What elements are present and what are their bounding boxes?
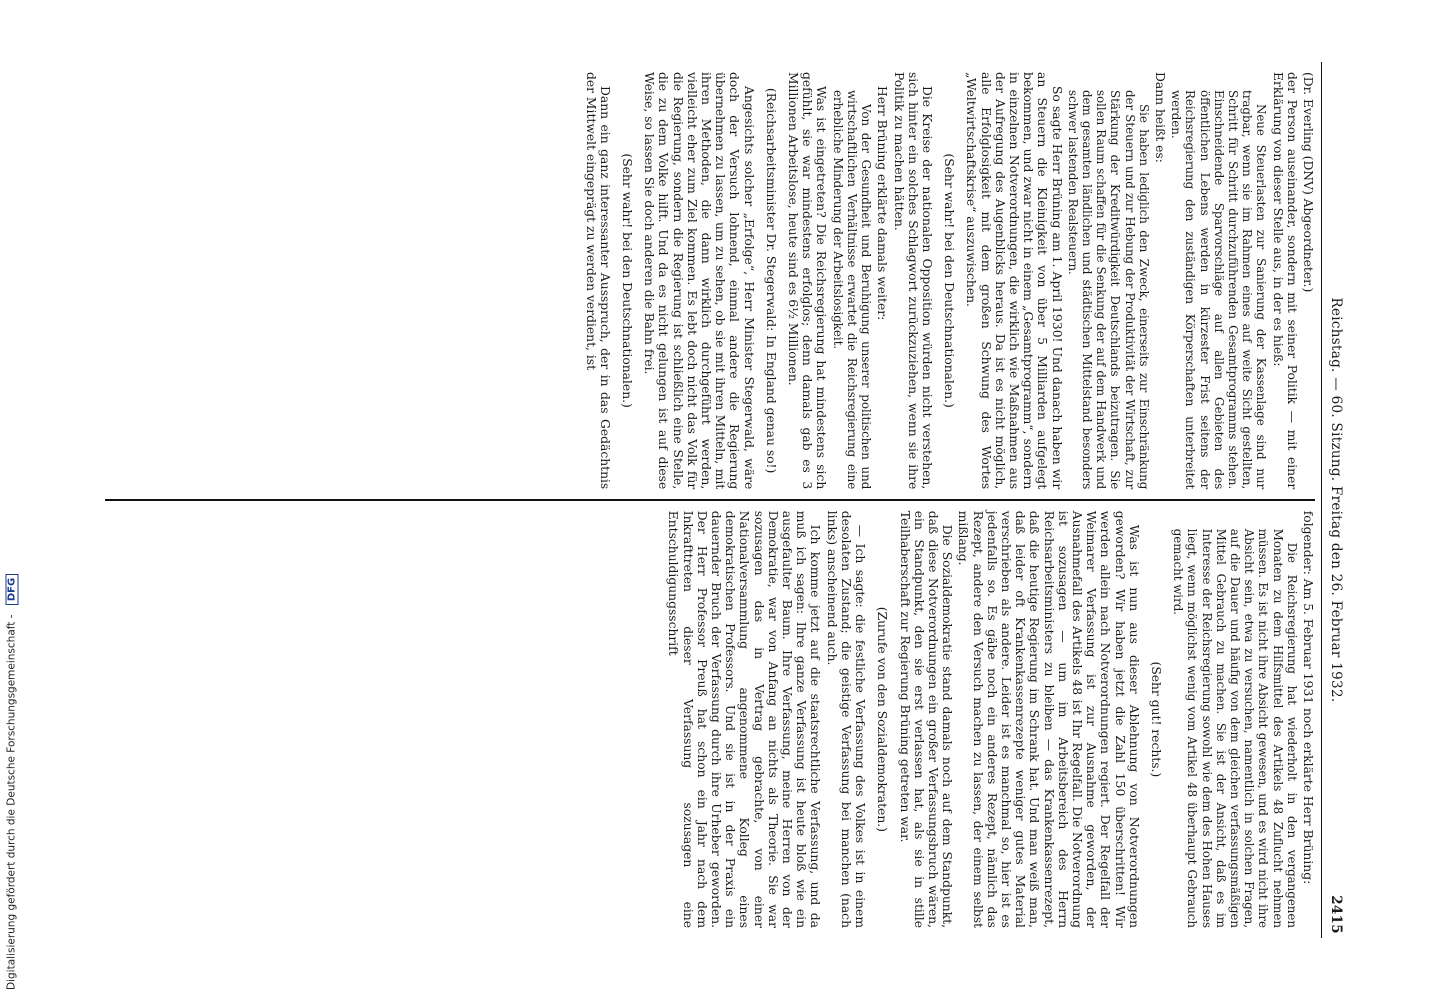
quotation: Sie haben lediglich den Zweck, einerseits zur Einschränkung der Steuern und zur Hebung der Produktivität der Wirtschaft, zur Stärkung der Kreditwürdigkeit Deutschlands beizutragen. Sie sollen Raum schaffen für die Senkung der auf dem Handwerk und dem gesamten ländlichen und städtischen Mittelstand besonders schwer lastenden Realsteuern. <box>1065 90 1151 490</box>
left-column <box>105 62 1315 499</box>
paragraph: der Person auseinander, sondern mit seiner Politik — mit einer Erklärung von dieser Stelle aus, in der es hieß: <box>1270 72 1299 490</box>
paragraph: Angesichts solcher „Erfolge“, Herr Minister Stegerwald, wäre doch der Versuch lohnend, einmal andere die Regierung übernehmen zu lassen, um zu sehen, ob sie mit ihren Mitteln, mit ihren Methoden, die dann wirklich durchgeführt werden, vielleicht eher zum Ziel kommen. Es lebt doch nicht das Volk für die Regierung, sondern die Regierung ist schließlich eine Stelle, die zu dem Volke hilft. Und da es nicht gelungen ist auf diese Weise, so lassen Sie doch anderen die Bahn frei. <box>642 72 756 490</box>
paragraph: Die Kreise der nationalen Opposition würden nicht verstehen, sich hinter ein solches Schlagwort zurückzuziehen, wenn sie ihre Politik zu machen hätten. <box>891 72 934 490</box>
page-header <box>1321 62 1346 938</box>
digitization-credit <box>0 0 24 1000</box>
page-header-title: Reichstag. — 60. Sitzung. Freitag den 26. Februar 1932. <box>1328 297 1344 703</box>
paragraph: Dann heißt es: <box>1152 72 1167 163</box>
paragraph: Ich komme jetzt auf die staatsrechtliche Verfassung, und da muß ich sagen: Ihre ganze Verfassung ist heute bloß wie ein ausgefaulter Baum. Ihre Verfassung, meine Herren von der Demokratie, war von Anfang an nichts als Theorie. Sie war sozusagen das in Vertrag gebrachte, von einer Nationalversammlung angenommene Kolleg eines demokratischen Professors. Und sie ist in der Praxis ein dauernder Bruch der Verfassung durch ihre Urheber geworden. Der Herr Professor Preuß hat schon ein Jahr nach dem Inkrafttreten dieser Verfassung sozusagen eine Entschuldigungsschrift <box>666 510 823 928</box>
paragraph: — Ich sagte: die festliche Verfassung des Volkes ist in einem desolaten Zustand; die geistige Verfassung bei manchen (nach links) anscheinend auch. <box>824 510 868 928</box>
interjection: (Zurufe von den Sozialdemokraten.) <box>875 606 890 832</box>
scanned-page-wrapper <box>100 62 1350 938</box>
quotation: Neue Steuerlasten zur Sanierung der Kassenlage sind nur tragbar, wenn sie im Rahmen eines auf weite Sicht gestellten, Schritt für Schritt durchzuführenden Gesamtprogramms stehen. Einschneidende Sparvorschläge auf allen Gebieten des öffentlichen Lebens werden in kürzester Frist seitens der Reichsregierung den zuständigen Körperschaften unterbreitet werden. <box>1169 90 1269 490</box>
paragraph: Was ist nun aus dieser Ablehnung von Notverordnungen geworden? Wir haben jetzt die Zahl 150 überschritten! Wir werden allein nach Notverordnungen regiert. Der Regelfall der Weimarer Verfassung ist zur Ausnahme geworden, der Ausnahmefall des Artikels 48 ist Ihr Regelfall. Die Notverordnung ist sozusagen — um im Arbeitsbereich des Herrn Reichsarbeitsministers zu bleiben — das Krankenkassenrezept, daß die heutige Regierung im Schrank hat. Und man weiß man, daß leider oft Krankenkassenrezepte weniger gutes Material verschrieben als andere. Leider ist es manchmal so, hier ist es jedenfalls so. Es gäbe noch ein anderes Rezept, nämlich das Rezept, andere den Versuch machen zu lassen, der einem selbst mißlang. <box>956 510 1141 928</box>
interjection: (Reichsarbeitsminister Dr. Stegerwald: In England genau so!) <box>763 87 778 474</box>
credit-text: Digitalisierung gefördert durch die Deutsche Forschungsgemeinschaft - <box>5 614 18 990</box>
speaker-line: (Dr. Everling (DNV) Abgeordneter.) <box>1301 72 1315 293</box>
interjection: (Sehr wahr! bei den Deutschnationalen.) <box>620 153 635 408</box>
paragraph: Was ist eingetreten? Die Reichsregierung hat mindestens sich gefühlt, sie war mindestens erfolglos; denn damals gab es 3 Millionen Arbeitslose, heute sind es 6½ Millionen. <box>786 72 829 490</box>
quotation: Die Reichsregierung hat wiederholt in den vergangenen Monaten zu dem Hilfsmittel des Artikels 48 Zuflucht nehmen müssen. Es ist nicht ihre Absicht gewesen, und es wird nicht ihre Absicht sein, etwa zu versuchen, namentlich in solchen Fragen, auf die Dauer und häufig von dem gleichen verfassungsmäßigen Mittel Gebrauch zu machen. Sie ist der Ansicht, daß es im Interesse der Reichsregierung sowohl wie dem des Hohen Hauses liegt, wenn möglichst wenig vom Artikel 48 überhaupt Gebrauch gemacht wird. <box>1171 528 1299 928</box>
interjection: (Sehr wahr! bei den Deutschnationalen.) <box>942 153 957 408</box>
paragraph: Dann ein ganz interessanter Ausspruch, der in das Gedächtnis der Mittwelt eingeprägt zu werden verdient, ist <box>583 72 612 490</box>
page-number: 2415 <box>1328 895 1344 934</box>
paragraph: folgender: Am 5. Februar 1931 noch erklärte Herr Brüning: <box>1301 510 1315 885</box>
interjection: (Sehr gut! rechts.) <box>1148 661 1163 778</box>
scanned-page <box>100 62 1350 938</box>
paragraph: Die Sozialdemokratie stand damals noch auf dem Standpunkt, daß diese Notverordnungen ein großer Verfassungsbruch wären, ein Standpunkt, den sie erst verlassen hat, als sie in stille Teilhaberschaft zur Regierung Brüning getreten war. <box>897 510 955 928</box>
dfg-logo: DFG <box>6 574 19 605</box>
text-columns <box>105 62 1315 938</box>
paragraph: So sagte Herr Brüning am 1. April 1930! Und danach haben wir an Steuern die Kleinigkeit von über 5 Milliarden aufgelegt bekommen, und zwar nicht in einem „Gesamtprogramm“, sondern in einzelnen Notverordnungen, die wirklich wie Maßnahmen aus der Aufregung des Augenblicks heraus. Da ist es nicht möglich, alle Erfolglosigkeit mit dem großen Schwung des Wortes „Weltwirtschaftskrise“ auszuwischen. <box>964 72 1064 490</box>
paragraph: Herr Brüning erklärte damals weiter: <box>875 86 890 321</box>
quotation: Von der Gesundheit und Beruhigung unserer politischen und wirtschaftlichen Verhältnisse erwartet die Reichsregierung eine erhebliche Minderung der Arbeitslosigkeit. <box>830 90 874 490</box>
right-column <box>105 501 1315 938</box>
